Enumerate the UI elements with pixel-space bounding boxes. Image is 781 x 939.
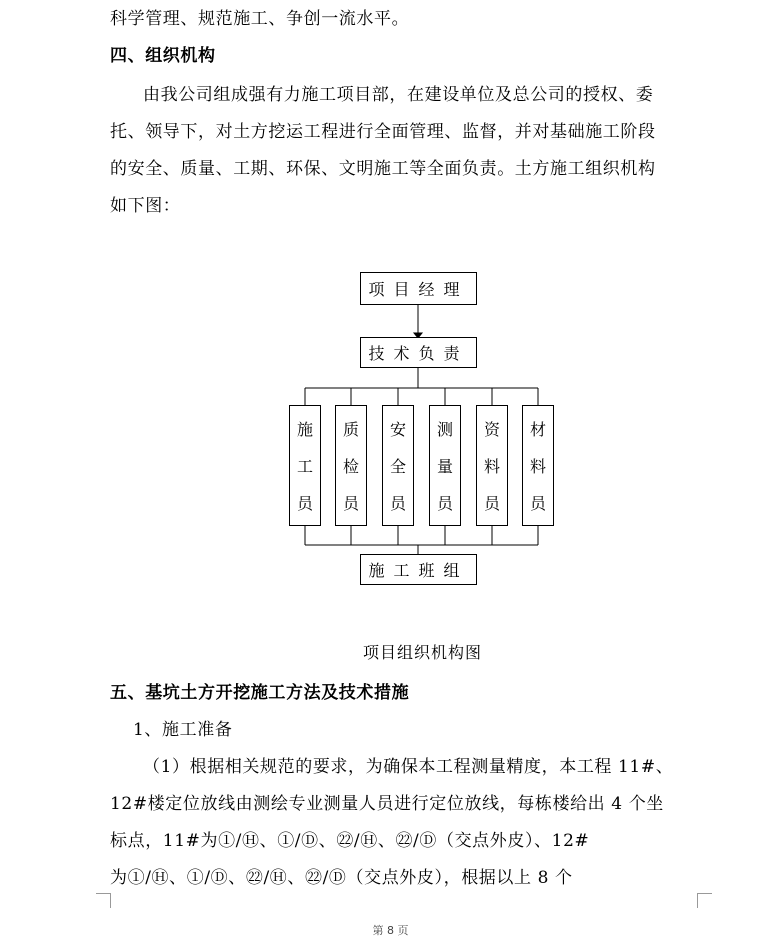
- org-box-documentation-clerk: [476, 405, 508, 526]
- box-char: 员: [389, 494, 406, 513]
- margin-corner-mark: [96, 893, 111, 908]
- box-char: 施: [296, 420, 313, 439]
- subsection-heading: 1、施工准备: [133, 720, 233, 740]
- box-char: 料: [483, 457, 500, 476]
- org-box-technical-lead: 技术负责: [360, 337, 477, 368]
- org-box-materials-clerk: [522, 405, 554, 526]
- section-heading-4: 四、组织机构: [110, 46, 216, 66]
- margin-corner-mark: [697, 893, 712, 908]
- org-box-safety-officer: [382, 405, 414, 526]
- box-char: 检: [342, 457, 359, 476]
- box-char: 员: [436, 494, 453, 513]
- org-box-work-team: 施工班组: [360, 554, 477, 585]
- org-box-surveyor: [429, 405, 461, 526]
- box-char: 测: [436, 420, 453, 439]
- box-char: 全: [389, 457, 406, 476]
- figure-caption: 项目组织机构图: [363, 643, 483, 662]
- box-char: 量: [436, 457, 453, 476]
- paragraph-line: （1）根据相关规范的要求，为确保本工程测量精度，本工程 11#、: [143, 757, 674, 777]
- page-number: 第 8 页: [372, 924, 409, 937]
- box-char: 工: [296, 457, 313, 476]
- paragraph-line: 如下图：: [110, 196, 181, 216]
- org-box-quality-inspector: [335, 405, 367, 526]
- text-line: 科学管理、规范施工、争创一流水平。: [110, 9, 410, 29]
- box-char: 质: [342, 420, 359, 439]
- paragraph-line: 的安全、质量、工期、环保、文明施工等全面负责。土方施工组织机构: [110, 159, 656, 179]
- paragraph-line: 为①/Ⓗ、①/Ⓓ、㉒/Ⓗ、㉒/Ⓓ（交点外皮），根据以上 8 个: [110, 868, 573, 888]
- org-box-construction-staff: [289, 405, 321, 526]
- box-char: 料: [529, 457, 546, 476]
- box-char: 员: [296, 494, 313, 513]
- box-char: 员: [342, 494, 359, 513]
- org-box-project-manager: 项目经理: [360, 272, 477, 305]
- box-char: 员: [483, 494, 500, 513]
- section-heading-5: 五、基坑土方开挖施工方法及技术措施: [110, 683, 410, 703]
- paragraph-line: 12#楼定位放线由测绘专业测量人员进行定位放线，每栋楼给出 4 个坐: [110, 794, 664, 814]
- box-char: 安: [389, 420, 406, 439]
- box-char: 材: [529, 420, 546, 439]
- box-char: 资: [483, 420, 500, 439]
- paragraph-line: 托、领导下，对土方挖运工程进行全面管理、监督，并对基础施工阶段: [110, 122, 656, 142]
- paragraph-line: 由我公司组成强有力施工项目部，在建设单位及总公司的授权、委: [143, 85, 654, 105]
- box-char: 员: [529, 494, 546, 513]
- paragraph-line: 标点，11#为①/Ⓗ、①/Ⓓ、㉒/Ⓗ、㉒/Ⓓ（交点外皮）、12#: [110, 831, 590, 851]
